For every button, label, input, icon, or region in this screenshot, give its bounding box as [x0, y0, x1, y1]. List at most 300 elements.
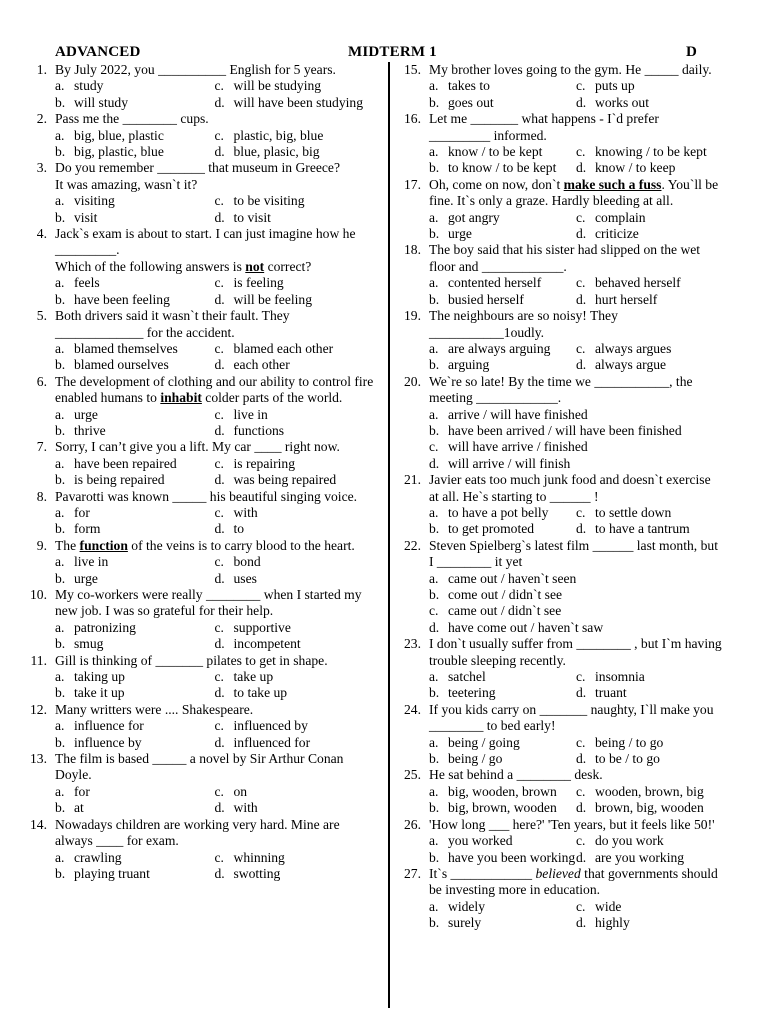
question-item — [24, 439, 374, 488]
answer-option[interactable] — [215, 341, 375, 357]
answer-option[interactable] — [576, 275, 723, 291]
answer-option[interactable] — [429, 784, 576, 800]
option-text: will study — [74, 94, 129, 110]
question-stem-line2: It was amazing, wasn`t it? — [55, 176, 198, 192]
question-stem — [429, 472, 723, 505]
answer-option[interactable] — [55, 341, 215, 357]
option-text: feels — [74, 275, 100, 291]
option-letter: d. — [214, 865, 225, 881]
option-letter: b. — [429, 849, 440, 865]
answer-option[interactable] — [576, 685, 723, 701]
option-letter: c. — [214, 78, 224, 94]
answer-options — [429, 735, 723, 768]
option-letter: c. — [214, 406, 224, 422]
option-letter: a. — [55, 504, 65, 520]
question-number: 10. — [30, 587, 47, 602]
option-text: study — [74, 78, 104, 94]
question-item — [24, 702, 374, 751]
option-letter: a. — [429, 406, 439, 422]
answer-option[interactable] — [215, 193, 375, 209]
answer-option[interactable] — [215, 505, 375, 521]
option-letter: c. — [214, 275, 224, 291]
stem-text: Pass me the ________ cups. — [55, 111, 209, 127]
header-level: ADVANCED — [55, 44, 141, 60]
answer-option[interactable] — [429, 275, 576, 291]
answer-options — [55, 669, 374, 702]
option-letter: a. — [429, 570, 439, 586]
answer-option[interactable] — [55, 210, 215, 226]
answer-option[interactable] — [576, 521, 723, 537]
answer-option[interactable] — [215, 95, 375, 111]
stem-text: He sat behind a ________ desk. — [429, 767, 603, 783]
stem-text: The film is based _____ a novel by Sir Arthur Conan Doyle. — [55, 751, 344, 783]
answer-option[interactable] — [576, 800, 723, 816]
option-letter: c. — [214, 669, 224, 685]
option-text: for — [74, 504, 90, 520]
answer-option[interactable] — [215, 423, 375, 439]
option-letter: a. — [55, 783, 65, 799]
answer-option[interactable] — [576, 144, 723, 160]
option-text: know / to be kept — [448, 144, 543, 160]
option-letter: b. — [429, 160, 440, 176]
option-text: functions — [233, 422, 285, 438]
option-letter: c. — [214, 849, 224, 865]
answer-option[interactable] — [429, 78, 576, 94]
answer-option[interactable] — [55, 669, 215, 685]
answer-option[interactable] — [576, 833, 723, 849]
stem-text: Both drivers said it wasn`t their fault. They _____________ for the accident. — [55, 308, 290, 340]
option-letter: a. — [429, 669, 439, 685]
question-number: 11. — [30, 652, 47, 668]
answer-option[interactable] — [429, 620, 723, 636]
question-number: 3. — [36, 160, 47, 176]
answer-option[interactable] — [215, 210, 375, 226]
answer-options — [429, 407, 723, 473]
option-text: have been arrived / will have been finished — [448, 422, 682, 438]
answer-option[interactable] — [215, 128, 375, 144]
option-text: have been feeling — [74, 291, 170, 307]
option-text: each other — [233, 357, 290, 373]
option-letter: c. — [429, 603, 439, 619]
answer-option[interactable] — [429, 439, 723, 455]
answer-option[interactable] — [429, 144, 576, 160]
answer-option[interactable] — [576, 95, 723, 111]
option-text: always argue — [595, 357, 667, 373]
question-item — [398, 636, 723, 702]
question-number: 24. — [404, 701, 421, 717]
stem-text: Let me _______ what happens - I`d prefer _________ informed. — [429, 111, 659, 143]
stem-text: Pavarotti was known _____ his beautiful singing voice. — [55, 488, 358, 504]
option-text: satchel — [448, 669, 486, 685]
answer-option[interactable] — [429, 735, 576, 751]
option-text: wide — [595, 898, 622, 914]
question-item — [24, 751, 374, 817]
answer-option[interactable] — [55, 636, 215, 652]
answer-option[interactable] — [55, 620, 215, 636]
option-letter: a. — [429, 783, 439, 799]
option-text: to know / to be kept — [448, 160, 557, 176]
option-letter: a. — [429, 898, 439, 914]
option-letter: b. — [429, 915, 440, 931]
option-letter: b. — [55, 472, 66, 488]
answer-option[interactable] — [215, 78, 375, 94]
option-letter: a. — [55, 78, 65, 94]
stem-text: that governments should be investing more in education. — [429, 865, 718, 898]
answer-option[interactable] — [55, 193, 215, 209]
option-letter: a. — [429, 734, 439, 750]
answer-option[interactable] — [429, 95, 576, 111]
option-letter: c. — [214, 193, 224, 209]
stem-text: The boy said that his sister had slipped on the wet floor and ____________. — [429, 242, 701, 274]
answer-option[interactable] — [215, 735, 375, 751]
question-stem — [55, 62, 374, 78]
answer-option[interactable] — [576, 78, 723, 94]
question-number: 2. — [36, 111, 47, 127]
question-item — [24, 160, 374, 226]
answer-option[interactable] — [215, 456, 375, 472]
option-text: surely — [448, 915, 482, 931]
answer-option[interactable] — [576, 735, 723, 751]
answer-options — [55, 784, 374, 817]
answer-option[interactable] — [55, 472, 215, 488]
answer-option[interactable] — [55, 850, 215, 866]
stem-text: of the veins is to carry blood to the heart. — [127, 537, 355, 553]
option-text: highly — [595, 915, 630, 931]
answer-options — [429, 899, 723, 932]
answer-option[interactable] — [576, 341, 723, 357]
answer-option[interactable] — [55, 456, 215, 472]
answer-option[interactable] — [55, 800, 215, 816]
question-stem — [55, 817, 374, 850]
answer-options — [55, 193, 374, 226]
option-text: contented herself — [448, 275, 542, 291]
option-letter: b. — [429, 685, 440, 701]
answer-option[interactable] — [55, 521, 215, 537]
option-letter: d. — [214, 144, 225, 160]
option-text: incompetent — [233, 636, 301, 652]
question-stem — [429, 538, 723, 571]
answer-option[interactable] — [429, 357, 576, 373]
answer-option[interactable] — [215, 554, 375, 570]
answer-options — [429, 144, 723, 177]
answer-option[interactable] — [215, 472, 375, 488]
answer-option[interactable] — [215, 866, 375, 882]
answer-option[interactable] — [55, 571, 215, 587]
stem-text: Sorry, I can’t give you a lift. My car ____ right now. — [55, 439, 340, 455]
option-text: with — [233, 504, 258, 520]
answer-options — [429, 571, 723, 637]
question-number: 7. — [36, 439, 47, 455]
option-letter: c. — [576, 783, 586, 799]
answer-option[interactable] — [576, 292, 723, 308]
answer-option[interactable] — [55, 505, 215, 521]
option-letter: b. — [55, 865, 66, 881]
answer-options — [429, 210, 723, 243]
option-letter: c. — [576, 78, 586, 94]
option-letter: d. — [214, 636, 225, 652]
answer-option[interactable] — [55, 357, 215, 373]
answer-option[interactable] — [576, 669, 723, 685]
answer-option[interactable] — [55, 275, 215, 291]
question-stem — [429, 177, 723, 210]
option-text: are always arguing — [448, 340, 551, 356]
answer-option[interactable] — [55, 423, 215, 439]
option-letter: a. — [55, 406, 65, 422]
option-letter: d. — [214, 521, 225, 537]
answer-option[interactable] — [215, 800, 375, 816]
question-item — [398, 62, 723, 111]
question-stem — [55, 439, 374, 455]
answer-options — [55, 456, 374, 489]
stem-emphasis: make such a fuss — [563, 176, 662, 192]
answer-option[interactable] — [429, 603, 723, 619]
answer-option[interactable] — [576, 899, 723, 915]
option-text: blue, plasic, big — [233, 144, 320, 160]
answer-option[interactable] — [215, 620, 375, 636]
answer-option[interactable] — [55, 718, 215, 734]
answer-option[interactable] — [215, 718, 375, 734]
option-letter: b. — [429, 94, 440, 110]
stem-italic: believed — [535, 865, 581, 881]
option-text: will be studying — [233, 78, 322, 94]
option-text: to be / to go — [595, 751, 660, 767]
answer-options — [429, 505, 723, 538]
answer-option[interactable] — [429, 669, 576, 685]
option-letter: c. — [214, 783, 224, 799]
answer-option[interactable] — [429, 800, 576, 816]
answer-option[interactable] — [429, 571, 723, 587]
option-letter: b. — [55, 521, 66, 537]
answer-option[interactable] — [55, 866, 215, 882]
option-letter: c. — [214, 554, 224, 570]
option-letter: d. — [576, 800, 587, 816]
option-letter: c. — [214, 127, 224, 143]
option-letter: c. — [214, 504, 224, 520]
question-number: 6. — [36, 373, 47, 389]
option-text: thrive — [74, 422, 106, 438]
question-stem — [55, 587, 374, 620]
stem-text: . You`ll be fine. It`s only a graze. Hardly bleeding at all. — [429, 176, 719, 209]
option-letter: b. — [55, 570, 66, 586]
option-letter: b. — [55, 636, 66, 652]
answer-option[interactable] — [429, 685, 576, 701]
answer-option[interactable] — [429, 341, 576, 357]
option-text: urge — [74, 406, 98, 422]
option-letter: a. — [55, 849, 65, 865]
option-text: you worked — [448, 833, 513, 849]
question-number: 18. — [404, 242, 421, 258]
option-letter: d. — [576, 160, 587, 176]
answer-option[interactable] — [55, 784, 215, 800]
question-item — [398, 817, 723, 866]
answer-option[interactable] — [55, 407, 215, 423]
option-text: take up — [233, 669, 274, 685]
question-number: 26. — [404, 816, 421, 832]
option-letter: b. — [55, 685, 66, 701]
option-text: to settle down — [595, 504, 672, 520]
header-version: D — [686, 44, 698, 60]
option-text: uses — [233, 570, 257, 586]
option-text: have come out / haven`t saw — [448, 619, 604, 635]
option-text: influence for — [74, 718, 144, 734]
answer-option[interactable] — [55, 292, 215, 308]
answer-option[interactable] — [576, 915, 723, 931]
option-letter: b. — [55, 734, 66, 750]
question-number: 23. — [404, 636, 421, 652]
answer-options — [55, 341, 374, 374]
option-letter: c. — [576, 833, 586, 849]
question-item — [398, 308, 723, 374]
answer-option[interactable] — [215, 521, 375, 537]
question-stem — [429, 242, 723, 275]
question-number: 19. — [404, 308, 421, 324]
question-item — [24, 111, 374, 160]
answer-option[interactable] — [215, 275, 375, 291]
stem-text: Many writters were .... Shakespeare. — [55, 701, 254, 717]
option-text: will have arrive / finished — [448, 439, 588, 455]
question-stem — [55, 226, 374, 259]
option-text: for — [74, 783, 90, 799]
option-text: came out / didn`t see — [448, 603, 562, 619]
answer-options — [429, 78, 723, 111]
option-text: puts up — [595, 78, 635, 94]
question-stem — [55, 111, 374, 127]
answer-option[interactable] — [429, 899, 576, 915]
answer-options — [55, 554, 374, 587]
answer-options — [55, 128, 374, 161]
left-column — [24, 62, 374, 882]
answer-option[interactable] — [576, 226, 723, 242]
option-letter: c. — [576, 734, 586, 750]
option-text: with — [233, 800, 258, 816]
answer-option[interactable] — [55, 144, 215, 160]
question-item — [24, 538, 374, 587]
option-text: take it up — [74, 685, 125, 701]
option-text: patronizing — [74, 619, 136, 635]
answer-option[interactable] — [429, 915, 576, 931]
option-letter: d. — [429, 619, 440, 635]
question-number: 22. — [404, 537, 421, 553]
answer-option[interactable] — [55, 128, 215, 144]
option-text: arguing — [448, 357, 490, 373]
option-letter: d. — [576, 357, 587, 373]
answer-option[interactable] — [215, 144, 375, 160]
answer-option[interactable] — [576, 850, 723, 866]
answer-option[interactable] — [576, 784, 723, 800]
option-letter: b. — [429, 751, 440, 767]
option-text: got angry — [448, 209, 500, 225]
option-letter: c. — [576, 340, 586, 356]
option-letter: d. — [576, 849, 587, 865]
answer-option[interactable] — [215, 357, 375, 373]
answer-option[interactable] — [576, 210, 723, 226]
option-text: big, wooden, brown — [448, 783, 557, 799]
answer-option[interactable] — [576, 505, 723, 521]
option-text: supportive — [233, 619, 291, 635]
answer-option[interactable] — [215, 571, 375, 587]
option-text: always argues — [595, 340, 672, 356]
answer-option[interactable] — [215, 850, 375, 866]
option-letter: a. — [55, 669, 65, 685]
answer-options — [429, 784, 723, 817]
option-letter: a. — [55, 619, 65, 635]
stem-text: Gill is thinking of _______ pilates to get in shape. — [55, 652, 328, 668]
answer-option[interactable] — [215, 636, 375, 652]
option-text: is being repaired — [74, 472, 165, 488]
answer-option[interactable] — [576, 751, 723, 767]
answer-option[interactable] — [55, 554, 215, 570]
answer-option[interactable] — [429, 505, 576, 521]
answer-option[interactable] — [429, 292, 576, 308]
option-letter: b. — [429, 357, 440, 373]
question-stem — [55, 538, 374, 554]
answer-option[interactable] — [215, 685, 375, 701]
option-text: visit — [74, 209, 98, 225]
answer-option[interactable] — [215, 669, 375, 685]
option-text: have you been working — [448, 849, 576, 865]
stem-text: My brother loves going to the gym. He _____ daily. — [429, 62, 712, 77]
option-text: do you work — [595, 833, 664, 849]
option-text: big, blue, plastic — [74, 127, 164, 143]
answer-option[interactable] — [215, 784, 375, 800]
answer-option[interactable] — [429, 423, 723, 439]
question-number: 8. — [36, 488, 47, 504]
answer-option[interactable] — [429, 850, 576, 866]
answer-option[interactable] — [55, 95, 215, 111]
answer-option[interactable] — [429, 833, 576, 849]
answer-option[interactable] — [429, 587, 723, 603]
option-text: come out / didn`t see — [448, 587, 563, 602]
option-letter: b. — [55, 144, 66, 160]
stem-text: Oh, come on now, don`t — [429, 176, 564, 192]
answer-option[interactable] — [429, 751, 576, 767]
answer-option[interactable] — [215, 292, 375, 308]
question-number: 17. — [404, 176, 421, 192]
answer-option[interactable] — [429, 160, 576, 176]
answer-option[interactable] — [55, 685, 215, 701]
option-letter: d. — [576, 226, 587, 242]
answer-option[interactable] — [429, 521, 576, 537]
question-number: 9. — [36, 537, 47, 553]
answer-option[interactable] — [429, 407, 723, 423]
stem-text: Do you remember _______ that museum in Greece? — [55, 160, 341, 176]
stem-text: I don`t usually suffer from ________ , but I`m having trouble sleeping recently. — [429, 636, 722, 668]
answer-option[interactable] — [55, 735, 215, 751]
option-letter: d. — [576, 751, 587, 767]
answer-option[interactable] — [429, 456, 723, 472]
option-text: being / to go — [595, 734, 664, 750]
answer-option[interactable] — [55, 78, 215, 94]
option-text: goes out — [448, 94, 494, 110]
answer-option[interactable] — [429, 210, 576, 226]
question-stem — [55, 702, 374, 718]
option-letter: b. — [55, 357, 66, 373]
option-letter: c. — [576, 209, 586, 225]
answer-option[interactable] — [576, 357, 723, 373]
question-number: 14. — [30, 816, 47, 832]
option-letter: b. — [55, 291, 66, 307]
option-letter: d. — [576, 521, 587, 537]
option-letter: d. — [576, 915, 587, 931]
answer-option[interactable] — [429, 226, 576, 242]
answer-option[interactable] — [215, 407, 375, 423]
option-letter: a. — [55, 193, 65, 209]
option-letter: d. — [576, 291, 587, 307]
question-item — [24, 817, 374, 883]
option-letter: a. — [429, 340, 439, 356]
answer-option[interactable] — [576, 160, 723, 176]
stem-text: The — [55, 537, 80, 553]
